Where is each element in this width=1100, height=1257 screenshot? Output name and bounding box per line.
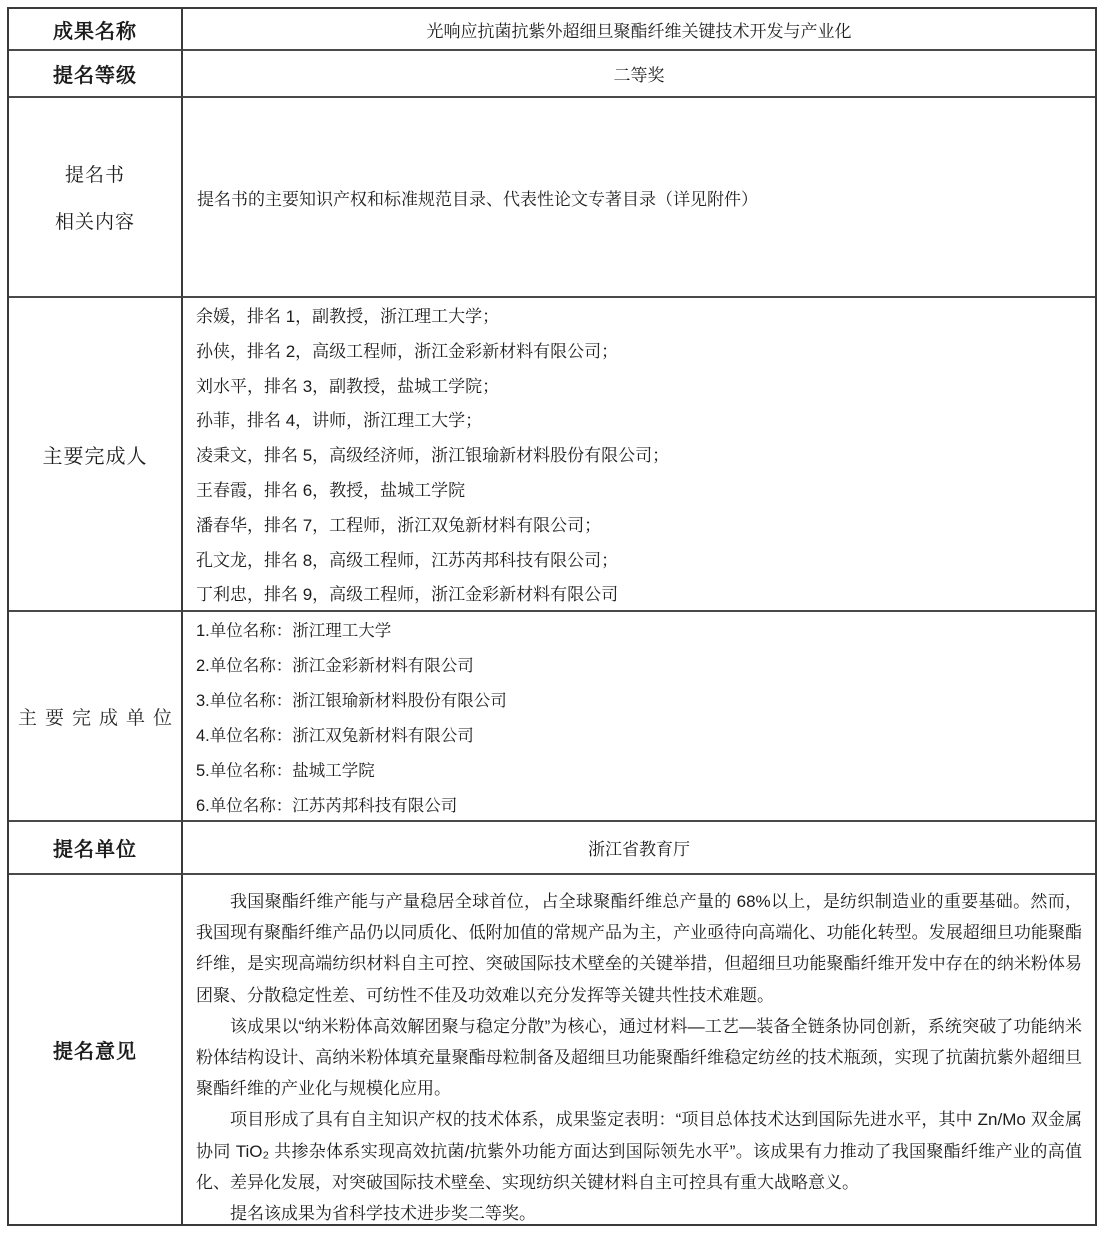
contributor-item: 余媛，排名 1，副教授，浙江理工大学； — [196, 307, 500, 326]
main-contributors-list — [183, 298, 1095, 612]
main-units-list — [183, 612, 1095, 822]
contributor-item: 凌秉文，排名 5，高级经济师，浙江银瑜新材料股份有限公司； — [196, 446, 670, 466]
contributor-item: 孙菲，排名 4，讲师，浙江理工大学； — [196, 411, 483, 431]
contributor-item: 潘春华，排名 7，工程师，浙江双兔新材料有限公司； — [196, 515, 602, 535]
opinion-paragraph: 我国聚酯纤维产能与产量稳居全球首位，占全球聚酯纤维总产量的 68%以上，是纺织制造业的重要基础。然而，我国现有聚酯纤维产品仍以同质化、低附加值的常规产品为主，产业亟待向高端化、功能化转型。发展超细旦功能聚酯纤维，是实现高端纺织材料自主可控、突破国际技术壁垒的关键举措，但超细旦功能聚酯纤维开发中存在的纳米粉体易团聚、分散稳定性差、可纺性不佳及功效难以充分发挥等关键共性技术难题。 — [196, 892, 1082, 1005]
achievement-name-value: 光响应抗菌抗紫外超细旦聚酯纤维关键技术开发与产业化 — [183, 9, 1095, 51]
main-units-label: 主要完成单位 — [9, 612, 183, 822]
opinion-paragraph: 该成果以“纳米粉体高效解团聚与稳定分散”为核心，通过材料—工艺—装备全链条协同创新，系统突破了功能纳米粉体结构设计、高纳米粉体填充量聚酯母粒制备及超细旦功能聚酯纤维稳定纺丝的技术瓶颈，实现了抗菌抗紫外超细旦聚酯纤维的产业化与规模化应用。 — [196, 1016, 1082, 1099]
contributor-item: 丁利忠，排名 9，高级工程师，浙江金彩新材料有限公司 — [196, 585, 619, 605]
opinion-paragraph: 项目形成了具有自主知识产权的技术体系，成果鉴定表明：“项目总体技术达到国际先进水平，其中 Zn/Mo 双金属协同 TiO₂ 共掺杂体系实现高效抗菌/抗紫外功能方面达到国际领先水平”。该成果有力推动了我国聚酯纤维产业的高值化、差异化发展，对突破国际技术壁垒、实现纺织关键材料自主可控具有重大战略意义。 — [196, 1110, 1082, 1192]
opinion-paragraph: 提名该成果为省科学技术进步奖二等奖。 — [230, 1204, 536, 1224]
achievement-name-label: 成果名称 — [9, 9, 183, 51]
unit-item: 3.单位名称：浙江银瑜新材料股份有限公司 — [196, 692, 507, 710]
main-contributors-label: 主要完成人 — [9, 298, 183, 612]
nomination-book-label-line1: 提名书 — [64, 165, 125, 186]
nomination-grade-value: 二等奖 — [183, 51, 1095, 98]
contributor-item: 刘水平，排名 3，副教授，盐城工学院； — [196, 376, 500, 396]
nomination-opinion-label: 提名意见 — [9, 875, 183, 1224]
nominating-unit-label: 提名单位 — [9, 822, 183, 875]
contributor-item: 王春霞，排名 6，教授，盐城工学院 — [196, 480, 466, 500]
nomination-book-value: 提名书的主要知识产权和标准规范目录、代表性论文专著目录（详见附件） — [183, 98, 1095, 298]
contributor-item: 孔文龙，排名 8，高级工程师，江苏芮邦科技有限公司； — [196, 550, 619, 570]
nomination-opinion-text — [183, 875, 1095, 1224]
nomination-book-label-line2: 相关内容 — [54, 212, 135, 233]
nominating-unit-value: 浙江省教育厅 — [183, 822, 1095, 875]
unit-item: 5.单位名称：盐城工学院 — [196, 762, 375, 780]
unit-item: 6.单位名称：江苏芮邦科技有限公司 — [196, 797, 458, 815]
nomination-book-label — [9, 98, 183, 298]
nomination-table — [7, 7, 1097, 1226]
nomination-grade-label: 提名等级 — [9, 51, 183, 98]
unit-item: 4.单位名称：浙江双兔新材料有限公司 — [196, 727, 474, 745]
unit-item: 1.单位名称：浙江理工大学 — [196, 622, 392, 640]
contributor-item: 孙侠，排名 2，高级工程师，浙江金彩新材料有限公司； — [196, 341, 619, 361]
unit-item: 2.单位名称：浙江金彩新材料有限公司 — [196, 657, 474, 675]
